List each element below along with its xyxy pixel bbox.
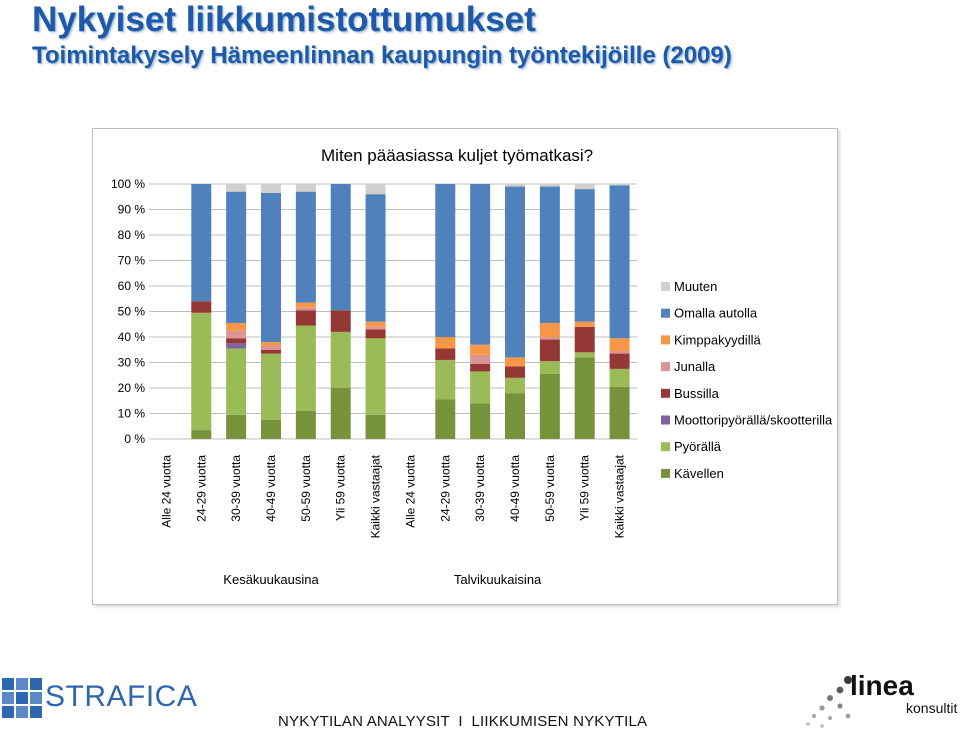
bar-segment: [191, 184, 211, 301]
strafica-grid-icon: [2, 678, 42, 718]
bar-segment: [366, 327, 386, 330]
legend-swatch: [661, 335, 670, 344]
legend-swatch: [661, 309, 670, 318]
bar-segment: [540, 340, 560, 362]
group-label: Talvikuukaisina: [453, 572, 542, 587]
bar-segment: [261, 342, 281, 346]
bar-segment: [366, 329, 386, 338]
linea-logo-subtext: konsultit: [906, 700, 958, 716]
bar-segment: [470, 345, 490, 355]
bar-segment: [505, 184, 525, 187]
bar-segment: [610, 351, 630, 354]
x-tick-label: 50-59 vuotta: [298, 455, 313, 522]
bar-segment: [226, 331, 246, 339]
bar-segment: [435, 360, 455, 400]
bar-segment: [226, 343, 246, 348]
bar-segment: [540, 361, 560, 374]
bar-segment: [191, 301, 211, 312]
bar-segment: [226, 348, 246, 414]
bar-segment: [331, 310, 351, 332]
bar-segment: [470, 371, 490, 403]
y-tick-label: 60 %: [117, 279, 145, 293]
bar-segment: [226, 338, 246, 343]
bar-segment: [505, 378, 525, 393]
bar-segment: [296, 308, 316, 311]
bar-segment: [296, 411, 316, 439]
x-tick-label: 24-29 vuotta: [438, 455, 453, 522]
y-tick-label: 10 %: [117, 406, 145, 421]
bar-segment: [575, 327, 595, 353]
bar-segment: [505, 366, 525, 377]
y-tick-label: 20 %: [117, 381, 145, 395]
stacked-bar-chart: [93, 129, 837, 604]
bar-segment: [575, 352, 595, 357]
bar-segment: [505, 357, 525, 366]
y-tick-label: 50 %: [117, 304, 145, 319]
bar-segment: [610, 338, 630, 351]
chart-frame: [92, 128, 838, 605]
bar-segment: [470, 184, 490, 345]
bar-segment: [540, 323, 560, 337]
bar-segment: [296, 184, 316, 192]
bar-segment: [366, 338, 386, 415]
legend-swatch: [661, 416, 670, 425]
legend-swatch: [661, 362, 670, 371]
bar-segment: [296, 310, 316, 325]
legend-label: Bussilla: [674, 385, 719, 401]
bar-segment: [610, 369, 630, 387]
bar-segment: [435, 348, 455, 359]
page-subtitle: Toimintakysely Hämeenlinnan kaupungin työntekijöille (2009): [32, 42, 732, 69]
y-tick-label: 40 %: [117, 330, 145, 344]
linea-logo: [800, 668, 960, 734]
x-tick-label: 50-59 vuotta: [542, 455, 557, 522]
legend-label: Omalla autolla: [674, 305, 758, 321]
y-tick-label: 30 %: [117, 355, 145, 370]
bar-segment: [470, 355, 490, 364]
bar-segment: [470, 403, 490, 439]
bar-segment: [296, 192, 316, 303]
bar-segment: [366, 322, 386, 327]
y-tick-label: 0 %: [124, 432, 145, 446]
page-title: Nykyiset liikkumistottumukset: [32, 0, 536, 39]
bar-segment: [470, 364, 490, 372]
x-tick-label: 24-29 vuotta: [194, 455, 209, 522]
x-tick-label: Yli 59 vuotta: [333, 455, 348, 522]
legend-swatch: [661, 469, 670, 478]
bar-segment: [505, 393, 525, 439]
x-tick-label: Alle 24 vuotta: [403, 455, 418, 528]
bar-segment: [261, 184, 281, 193]
y-tick-label: 90 %: [117, 202, 145, 217]
bar-segment: [610, 354, 630, 369]
legend-label: Kävellen: [674, 465, 724, 481]
bar-segment: [435, 184, 455, 337]
x-tick-label: 40-49 vuotta: [508, 455, 522, 522]
bar-segment: [191, 313, 211, 430]
legend-label: Junalla: [674, 359, 716, 375]
bar-segment: [575, 189, 595, 322]
bar-segment: [366, 184, 386, 194]
x-tick-label: Alle 24 vuotta: [159, 455, 174, 528]
x-tick-label: 30-39 vuotta: [229, 455, 244, 522]
legend-label: Pyörällä: [674, 439, 721, 455]
y-tick-label: 70 %: [117, 253, 145, 268]
linea-logo-text: linea: [850, 670, 914, 701]
bar-segment: [226, 192, 246, 323]
bar-segment: [331, 332, 351, 388]
bar-segment: [540, 374, 560, 439]
y-tick-label: 100 %: [110, 177, 145, 191]
bar-segment: [575, 357, 595, 439]
bar-segment: [191, 430, 211, 439]
x-tick-label: Yli 59 vuotta: [577, 455, 592, 522]
legend-swatch: [661, 282, 670, 291]
legend-swatch: [661, 389, 670, 398]
bar-segment: [296, 303, 316, 308]
legend-label: Kimppakyydillä: [674, 332, 761, 348]
bar-segment: [261, 420, 281, 439]
bar-segment: [540, 337, 560, 340]
bar-segment: [435, 337, 455, 348]
bar-segment: [505, 187, 525, 358]
bar-segment: [226, 323, 246, 331]
bar-segment: [540, 187, 560, 323]
strafica-logo: [2, 676, 202, 720]
legend-label: Muuten: [674, 279, 718, 294]
x-tick-label: Kaikki vastaajat: [612, 455, 627, 539]
x-tick-label: 30-39 vuotta: [473, 455, 488, 522]
bar-segment: [540, 184, 560, 187]
legend-label: Moottoripyörällä/skootterilla: [674, 412, 833, 428]
bar-segment: [331, 184, 351, 310]
chart-title: Miten pääasiassa kuljet työmatkasi?: [321, 146, 594, 165]
bar-segment: [296, 326, 316, 411]
bar-segment: [610, 387, 630, 439]
bar-segment: [575, 184, 595, 189]
x-tick-label: 40-49 vuotta: [264, 455, 278, 522]
bar-segment: [261, 193, 281, 342]
x-tick-label: Kaikki vastaajat: [368, 455, 383, 539]
bar-segment: [610, 185, 630, 338]
legend-swatch: [661, 442, 670, 451]
group-label: Kesäkuukausina: [223, 572, 319, 587]
bar-segment: [366, 194, 386, 322]
strafica-logo-text: STRAFICA: [45, 680, 198, 713]
footer-text: NYKYTILAN ANALYYSIT I LIIKKUMISEN NYKYTILA: [278, 713, 648, 730]
bar-segment: [366, 415, 386, 439]
bar-segment: [226, 184, 246, 192]
bar-segment: [261, 350, 281, 354]
y-tick-label: 80 %: [117, 228, 145, 242]
bar-segment: [261, 346, 281, 350]
bar-segment: [435, 399, 455, 439]
bar-segment: [575, 322, 595, 327]
bar-segment: [331, 388, 351, 439]
bar-segment: [610, 184, 630, 185]
bar-segment: [226, 415, 246, 439]
bar-segment: [261, 354, 281, 420]
